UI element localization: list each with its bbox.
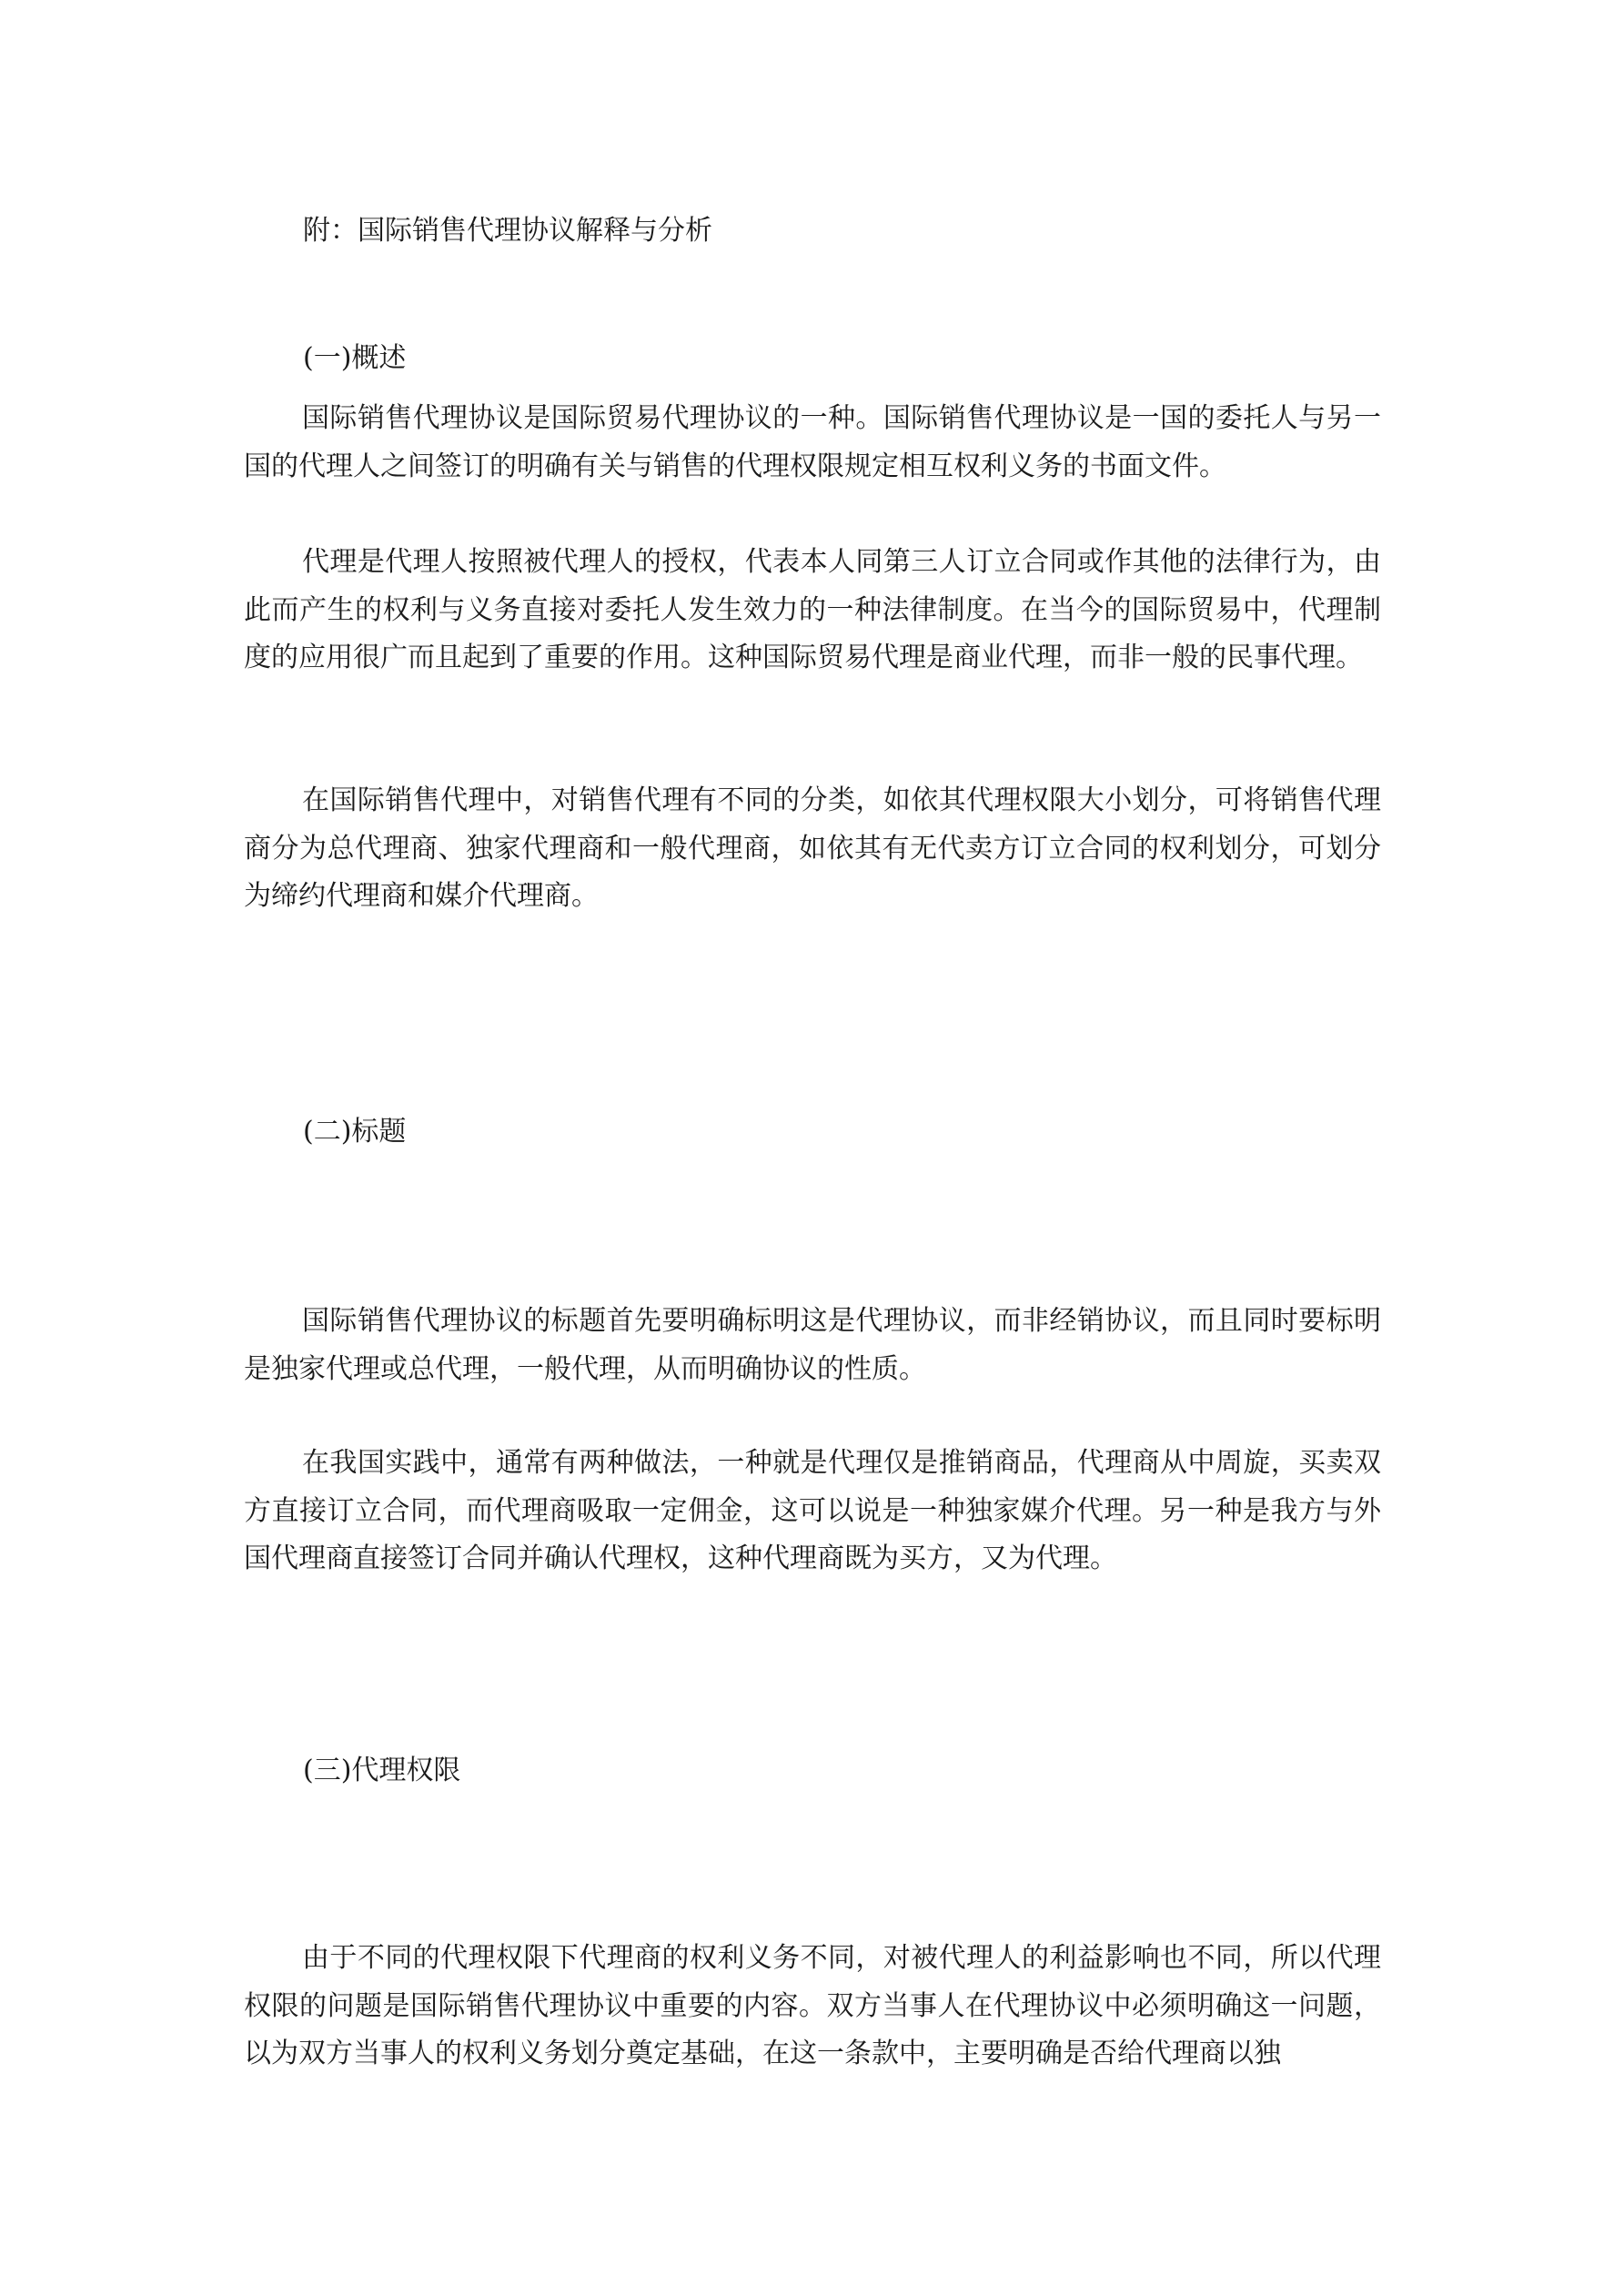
- section-heading-agency-authority: (三)代理权限: [303, 1755, 461, 1786]
- paragraph: 国际销售代理协议的标题首先要明确标明这是代理协议，而非经销协议，而且同时要标明是独家代理或总代理，一般代理，从而明确协议的性质。: [244, 1305, 1381, 1385]
- paragraph: 代理是代理人按照被代理人的授权，代表本人同第三人订立合同或作其他的法律行为，由此而产生的权利与义务直接对委托人发生效力的一种法律制度。在当今的国际贸易中，代理制度的应用很广而且起到了重要的作用。这种国际贸易代理是商业代理，而非一般的民事代理。: [244, 546, 1381, 673]
- section-heading-overview: (一)概述: [303, 342, 407, 374]
- paragraph: 在我国实践中，通常有两种做法，一种就是代理仅是推销商品，代理商从中周旋，买卖双方直接订立合同，而代理商吸取一定佣金，这可以说是一种独家媒介代理。另一种是我方与外国代理商直接签订合同并确认代理权，这种代理商既为买方，又为代理。: [244, 1447, 1381, 1574]
- document-title: 附：国际销售代理协议解释与分析: [303, 215, 712, 247]
- paragraph: 在国际销售代理中，对销售代理有不同的分类，如依其代理权限大小划分，可将销售代理商分为总代理商、独家代理商和一般代理商，如依其有无代卖方订立合同的权利划分，可划分为缔约代理商和媒介代理商。: [244, 784, 1381, 912]
- paragraph: 国际销售代理协议是国际贸易代理协议的一种。国际销售代理协议是一国的委托人与另一国的代理人之间签订的明确有关与销售的代理权限规定相互权利义务的书面文件。: [244, 402, 1381, 482]
- section-heading-title: (二)标题: [303, 1116, 407, 1148]
- paragraph: 由于不同的代理权限下代理商的权利义务不同，对被代理人的利益影响也不同，所以代理权限的问题是国际销售代理协议中重要的内容。双方当事人在代理协议中必须明确这一问题，以为双方当事人的权利义务划分奠定基础，在这一条款中，主要明确是否给代理商以独: [244, 1942, 1381, 2069]
